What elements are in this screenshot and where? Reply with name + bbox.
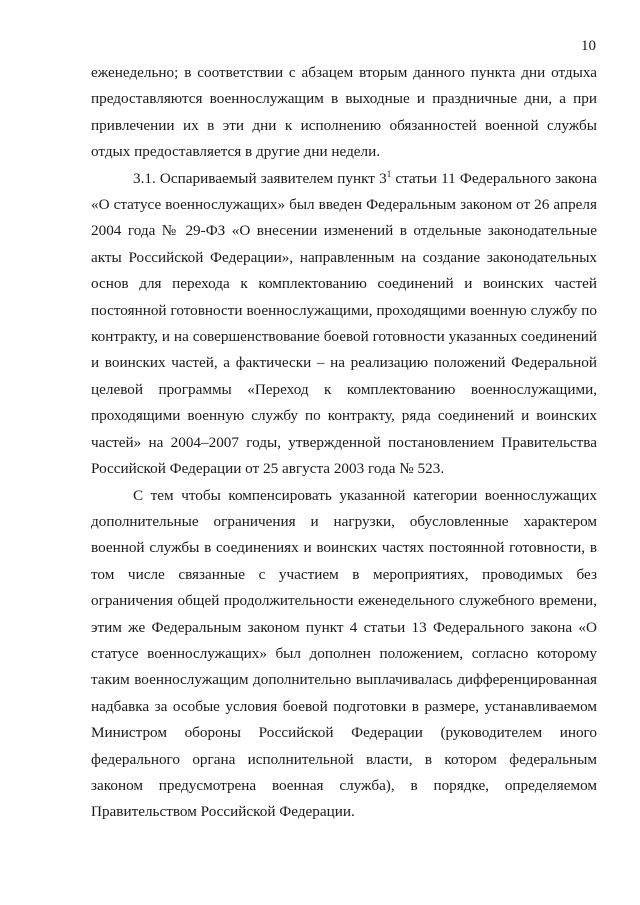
paragraph-1: еженедельно; в соответствии с абзацем вторым данного пункта дни отдыха предоставляются военнослужащим в выходные и праздничные дни, а при привлечении их в эти дни к исполнению обязанностей военной службы отдых предоставляется в другие дни недели. (91, 64, 597, 161)
paragraph-3: С тем чтобы компенсировать указанной категории военнослужащих дополнительные ограничения и нагрузки, обусловленные характером военной службы в соединениях и воинских частях постоянной готовности, в том числе связанные с участием в мероприятиях, проводимых без ограничения общей продолжительности еженедельного служебного времени, этим же Федеральным законом пункт 4 статьи 13 Федерального закона «О статусе военнослужащих» был дополнен положением, согласно которому таким военнослужащим дополнительно выплачивалась дифференцированная надбавка за особые условия боевой подготовки в размере, устанавливаемом Министром обороны Российской Федерации (руководителем иного федерального органа исполнительной власти, в котором федеральным законом предусмотрена военная служба), в порядке, определяемом Правительством Российской Федерации. (91, 486, 597, 821)
paragraph-2-body: Федерального закона «О статусе военнослужащих» был введен Федеральным законом от 26 апреля 2004 года № 29-ФЗ «О внесении изменений в отдельные законодательные акты Российской Федерации», направленным на создание законодательных основ для перехода к комплектованию соединений и воинских частей постоянной готовности военнослужащими, проходящими военную службу по контракту, и на совершенствование боевой готовности указанных соединений и воинских частей, а фактически – на реализацию положений Федеральной целевой программы «Переход к комплектованию военнослужащими, проходящими военную службу по контракту, ряда соединений и воинских частей» на 2004–2007 годы, утвержденной постановлением Правительства Российской Федерации от 25 августа 2003 года № 523. (91, 169, 597, 478)
document-body (91, 60, 597, 826)
paragraph-2-lead: 3.1. Оспариваемый заявителем пункт 3 (133, 169, 387, 187)
paragraph-2-article: статьи 11 (391, 169, 460, 187)
page-number: 10 (581, 38, 596, 54)
paragraph-2-superscript: 1 (386, 168, 392, 179)
paragraph-2 (91, 166, 597, 483)
